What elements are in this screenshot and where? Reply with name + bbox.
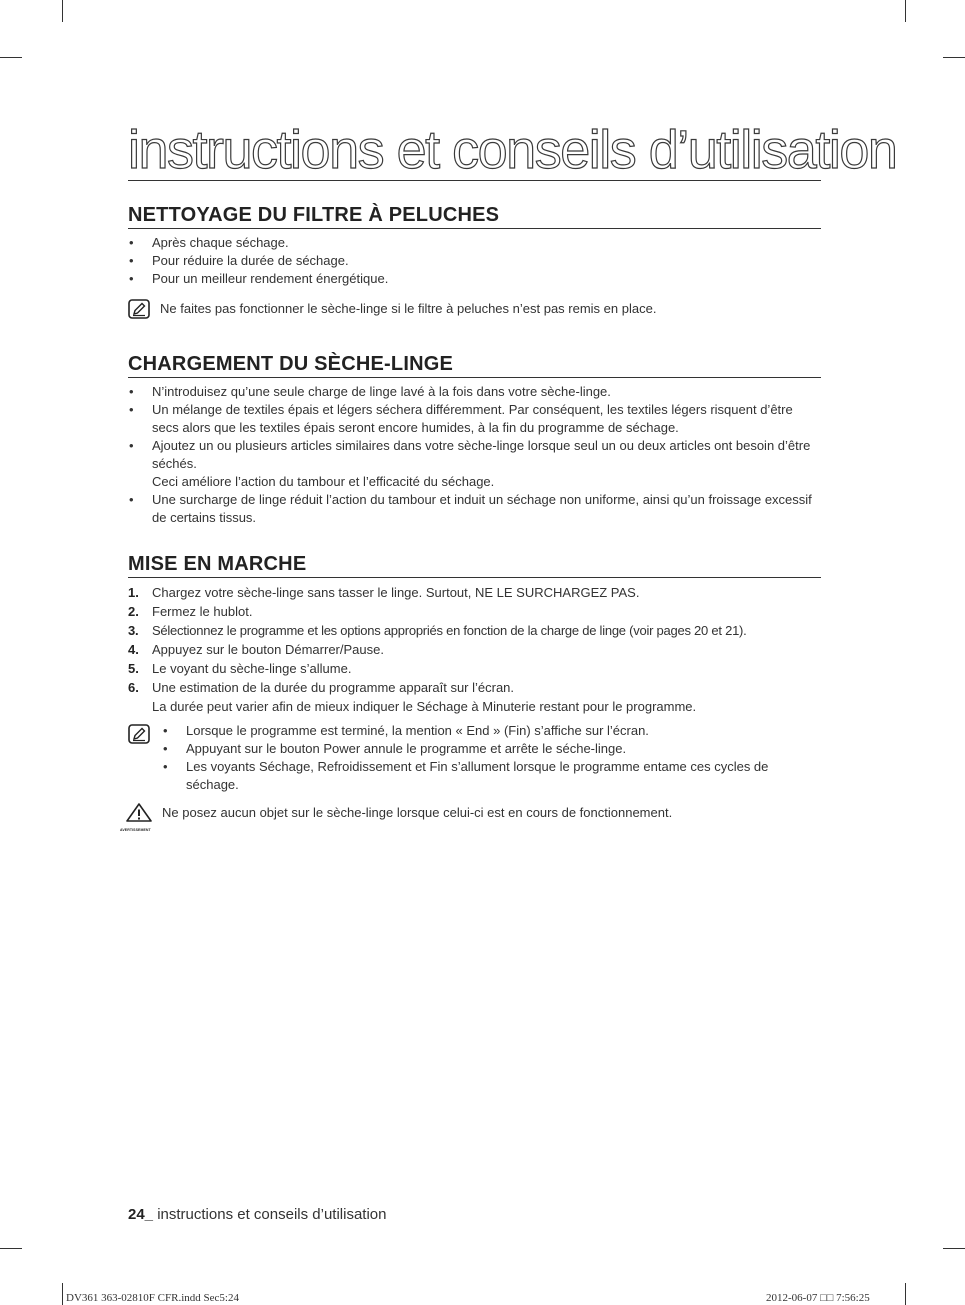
crop-mark — [62, 0, 63, 22]
step-text: Une estimation de la durée du programme apparaît sur l’écran. — [152, 680, 515, 695]
list-item: • N’introduisez qu’une seule charge de linge lavé à la fois dans votre sèche-linge. — [128, 383, 821, 401]
step-number: 2. — [128, 604, 139, 619]
step-text: Sélectionnez le programme et les options appropriés en fonction de la charge de linge (voir pages 20 et 21). — [152, 623, 747, 638]
warning-text: Ne posez aucun objet sur le sèche-linge lorsque celui-ci est en cours de fonctionnement. — [162, 805, 673, 820]
step-item — [128, 640, 821, 659]
step-text: Fermez le hublot. — [152, 604, 253, 619]
list-item: • Les voyants Séchage, Refroidissement et Fin s’allument lorsque le programme entame ces cycles de séchage. — [162, 758, 821, 794]
step-item — [128, 602, 821, 621]
warning-icon — [120, 802, 160, 832]
section-loading — [128, 352, 821, 527]
step-list — [128, 583, 821, 716]
step-item — [128, 678, 821, 716]
step-number: 4. — [128, 642, 139, 657]
section-start — [120, 552, 821, 832]
list-item: • Appuyant sur le bouton Power annule le programme et arrête le séche-linge. — [162, 740, 821, 758]
title-rule — [128, 180, 821, 181]
step-text: Le voyant du sèche-linge s’allume. — [152, 661, 352, 676]
page-number: 24_ — [128, 1206, 154, 1223]
crop-mark — [905, 1283, 906, 1305]
section-heading: NETTOYAGE DU FILTRE À PELUCHES — [128, 203, 821, 229]
step-number: 5. — [128, 661, 139, 676]
note — [128, 300, 821, 318]
section-lint-filter — [128, 203, 821, 318]
step-text: Appuyez sur le bouton Démarrer/Pause. — [152, 642, 384, 657]
page-title: instructions et conseils d’utilisation — [128, 120, 897, 180]
section-heading: MISE EN MARCHE — [128, 552, 821, 578]
list-item-text: Ajoutez un ou plusieurs articles similaires dans votre sèche-linge lorsque seul un ou deux articles ont besoin d’être séchés. — [152, 438, 811, 471]
step-item — [128, 583, 821, 602]
note-text: Ne faites pas fonctionner le sèche-linge si le filtre à peluches n’est pas remis en place. — [160, 301, 657, 316]
note-pencil-icon — [128, 299, 150, 319]
list-item — [128, 437, 821, 491]
footer-text: instructions et conseils d’utilisation — [157, 1206, 387, 1223]
step-item — [128, 659, 821, 678]
note-pencil-icon — [128, 724, 150, 744]
crop-mark — [905, 0, 906, 22]
page-footer — [128, 1206, 386, 1223]
bullet-list — [128, 234, 821, 288]
step-number: 6. — [128, 680, 139, 695]
crop-mark — [0, 1248, 22, 1249]
list-item: • Lorsque le programme est terminé, la mention « End » (Fin) s’affiche sur l’écran. — [162, 722, 821, 740]
print-slug-left: DV361 363-02810F CFR.indd Sec5:24 — [66, 1292, 239, 1304]
list-item-extra: Ceci améliore l’action du tambour et l’efficacité du séchage. — [152, 474, 495, 489]
list-item: • Un mélange de textiles épais et légers séchera différemment. Par conséquent, les textiles légers risquent d’être secs alors que les textiles épais seront encore humides, à la fin du programme de séchage. — [128, 401, 821, 437]
crop-mark — [62, 1283, 63, 1305]
print-slug-right: 2012-06-07 □□ 7:56:25 — [766, 1292, 870, 1304]
step-number: 1. — [128, 585, 139, 600]
bullet-list — [162, 722, 821, 794]
crop-mark — [943, 57, 965, 58]
step-extra: La durée peut varier afin de mieux indiquer le Séchage à Minuterie restant pour le programme. — [152, 699, 697, 714]
warning-label: AVERTISSEMENT — [120, 828, 151, 832]
list-item: • Pour réduire la durée de séchage. — [128, 252, 821, 270]
list-item: • Pour un meilleur rendement énergétique. — [128, 270, 821, 288]
section-heading: CHARGEMENT DU SÈCHE-LINGE — [128, 352, 821, 378]
list-item: • Après chaque séchage. — [128, 234, 821, 252]
crop-mark — [0, 57, 22, 58]
note — [128, 722, 821, 794]
list-item: • Une surcharge de linge réduit l’action du tambour et induit un séchage non uniforme, ainsi qu’un froissage excessif de certains tissus. — [128, 491, 821, 527]
crop-mark — [943, 1248, 965, 1249]
bullet-list — [128, 383, 821, 527]
step-text: Chargez votre sèche-linge sans tasser le linge. Surtout, NE LE SURCHARGEZ PAS. — [152, 585, 640, 600]
step-item — [128, 621, 821, 640]
step-number: 3. — [128, 623, 139, 638]
warning — [120, 804, 821, 832]
